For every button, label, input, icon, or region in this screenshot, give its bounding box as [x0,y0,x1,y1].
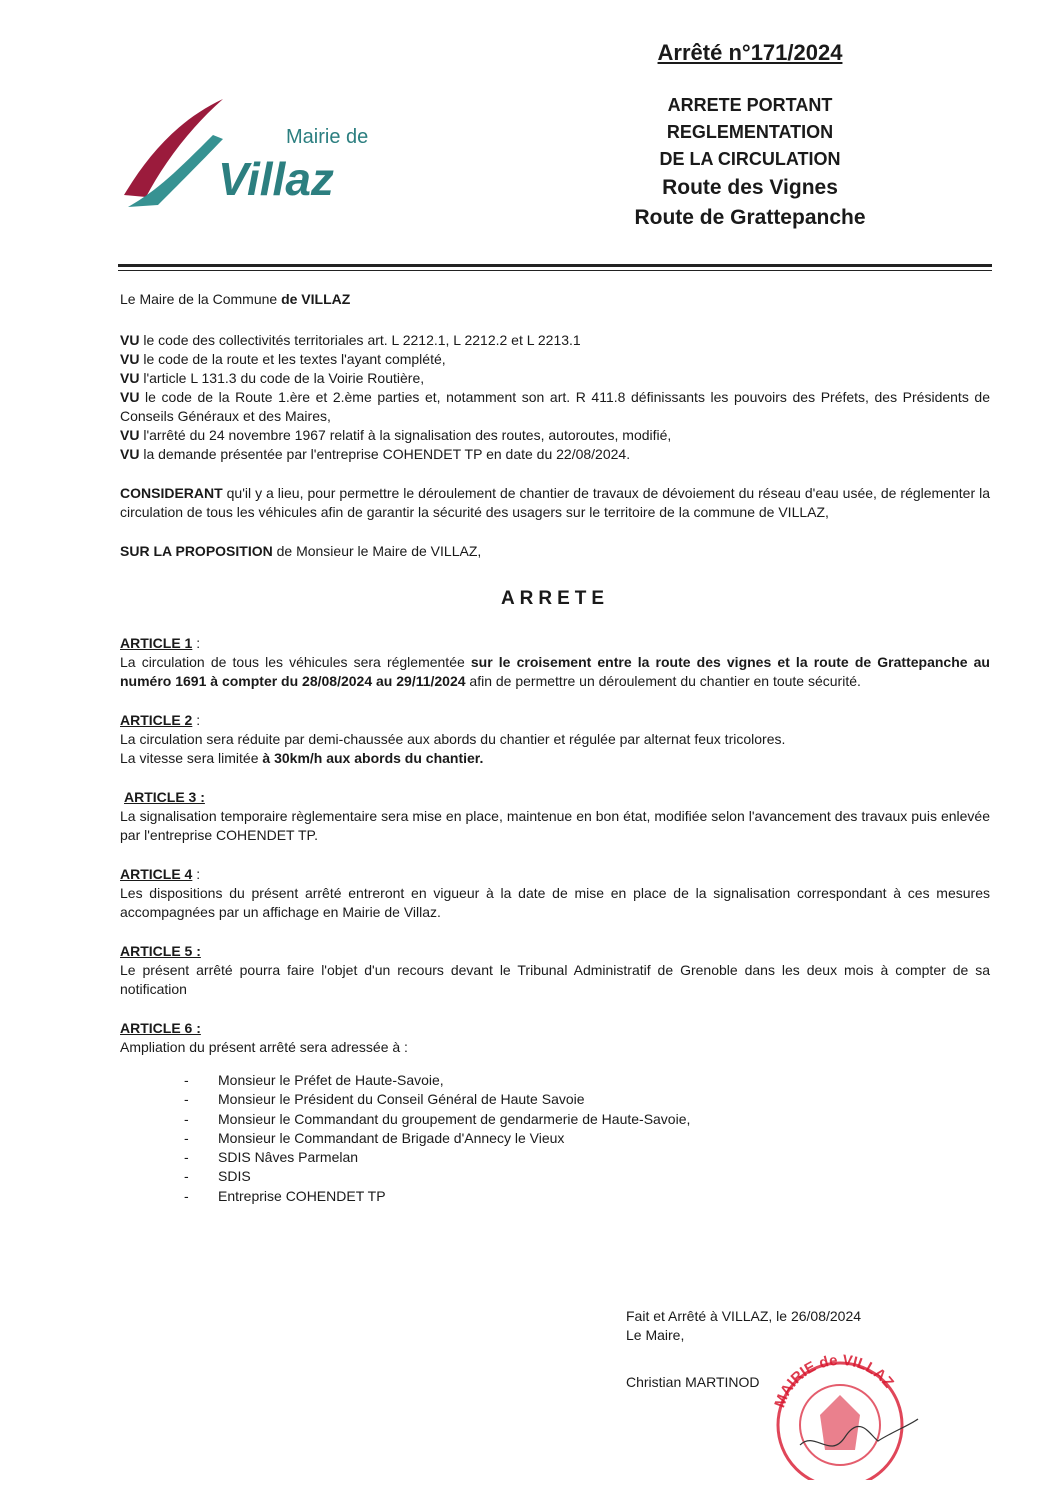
proposition-paragraph: SUR LA PROPOSITION de Monsieur le Maire de VILLAZ, [120,543,482,559]
article-4-title: ARTICLE 4 [120,866,193,882]
intro-commune: de VILLAZ [281,291,351,307]
vu-list [120,331,990,464]
title-line-1: ARRETE PORTANT [667,95,833,115]
title-line-3: DE LA CIRCULATION [659,149,841,169]
document-header [560,40,940,233]
article-2-title: ARTICLE 2 [120,712,193,728]
list-item: - Monsieur le Préfet de Haute-Savoie, [184,1072,444,1088]
place-date: Fait et Arrêté à VILLAZ, le 26/08/2024 [626,1308,862,1324]
signatory-role: Le Maire, [626,1327,685,1343]
vu-item: VU le code des collectivités territoriales art. L 2212.1, L 2212.2 et L 2213.1 [120,332,581,348]
article-5: ARTICLE 5 : Le présent arrêté pourra faire l'objet d'un recours devant le Tribunal Administratif de Grenoble dans les deux mois à compter de sa notification [120,943,990,997]
list-item: - Monsieur le Président du Conseil Général de Haute Savoie [184,1091,585,1108]
intro-text: Le Maire de la Commune [120,291,282,307]
article-1-title: ARTICLE 1 [120,635,193,651]
article-4: ARTICLE 4 : Les dispositions du présent arrêté entreront en vigueur à la date de mise en place de la signalisation correspondant à ces mesures accompagnées par un affichage en Mairie de Villaz. [120,866,990,920]
signatory-name: Christian MARTINOD [626,1374,760,1390]
arrete-number: Arrêté n°171/2024 [657,40,843,65]
mairie-logo [118,95,418,245]
logo-text-mairie: Mairie de [286,126,369,148]
vu-item: VU le code de la Route 1.ère et 2.ème parties et, notamment son art. R 411.8 définissants les pouvoirs des Préfets, des Présidents de Conseils Généraux et des Maires, [120,389,990,424]
vu-item: VU le code de la route et les textes l'ayant complété, [120,351,446,367]
article-5-title: ARTICLE 5 : [120,943,201,959]
article-6: ARTICLE 6 : Ampliation du présent arrêté sera adressée à : - Monsieur le Préfet de Haute-Savoie, - Monsieur le Président du Conseil Général de Haute Savoie - Monsieur le Commandant du groupement de gendarmerie de Haute-Savoie, - Monsieur le Commandant de Brigade d'Annecy le Vieux - SDIS Nâves Parmelan - SDIS - Entreprise COHENDET TP [120,1019,990,1206]
official-stamp [760,1345,920,1480]
list-item: - Monsieur le Commandant de Brigade d'Annecy le Vieux [184,1129,565,1146]
article-2: ARTICLE 2 : La circulation sera réduite par demi-chaussée aux abords du chantier et régulée par alternat feux tricolores. La vitesse sera limitée à 30km/h aux abords du chantier. [120,712,786,766]
recipient-list [184,1071,990,1206]
article-1: ARTICLE 1 : La circulation de tous les véhicules sera réglementée sur le croisement entre la route des vignes et la route de Grattepanche au numéro 1691 à compter du 28/08/2024 au 29/11/2024 afin de permettre un déroulement du chantier en toute sécurité. [120,635,990,689]
title-line-2: REGLEMENTATION [666,122,834,142]
vu-item: VU la demande présentée par l'entreprise COHENDET TP en date du 22/08/2024. [120,446,631,462]
article-3: ARTICLE 3 : La signalisation temporaire règlementaire sera mise en place, maintenue en bon état, modifiée selon l'avancement des travaux puis enlevée par l'entreprise COHENDET TP. [120,789,990,843]
article-6-title: ARTICLE 6 : [120,1020,201,1036]
list-item: - SDIS Nâves Parmelan [184,1149,359,1166]
arrete-heading: ARRETE [500,588,610,609]
route-line-1: Route des Vignes [662,176,838,199]
article-1-highlight: sur le croisement entre la route des vignes et la route de Grattepanche au numéro 1691 à compter du 28/08/2024 au 29/11/2024 [120,654,990,689]
list-item: - Monsieur le Commandant du groupement de gendarmerie de Haute-Savoie, [184,1110,691,1127]
considerant-paragraph: CONSIDERANT qu'il y a lieu, pour permettre le déroulement de chantier de travaux de dévoiement du réseau d'eau usée, de réglementer la circulation de tous les véhicules afin de garantir la sécurité des usagers sur le territoire de la commune de VILLAZ, [120,485,990,520]
header-divider-thin [118,270,992,271]
article-3-title: ARTICLE 3 : [124,789,205,805]
vu-item: VU l'article L 131.3 du code de la Voirie Routière, [120,370,425,386]
vu-item: VU l'arrêté du 24 novembre 1967 relatif à la signalisation des routes, autoroutes, modifié, [120,427,672,443]
svg-text:MAIRIE de VILLAZ: MAIRIE de VILLAZ [771,1351,897,1410]
intro-line [120,290,990,309]
list-item: - SDIS [184,1168,251,1185]
header-divider-thick [118,264,992,267]
document-body [120,290,990,1220]
route-line-2: Route de Grattepanche [634,206,866,229]
logo-text-villaz: Villaz [218,153,334,205]
list-item: - Entreprise COHENDET TP [184,1187,386,1204]
